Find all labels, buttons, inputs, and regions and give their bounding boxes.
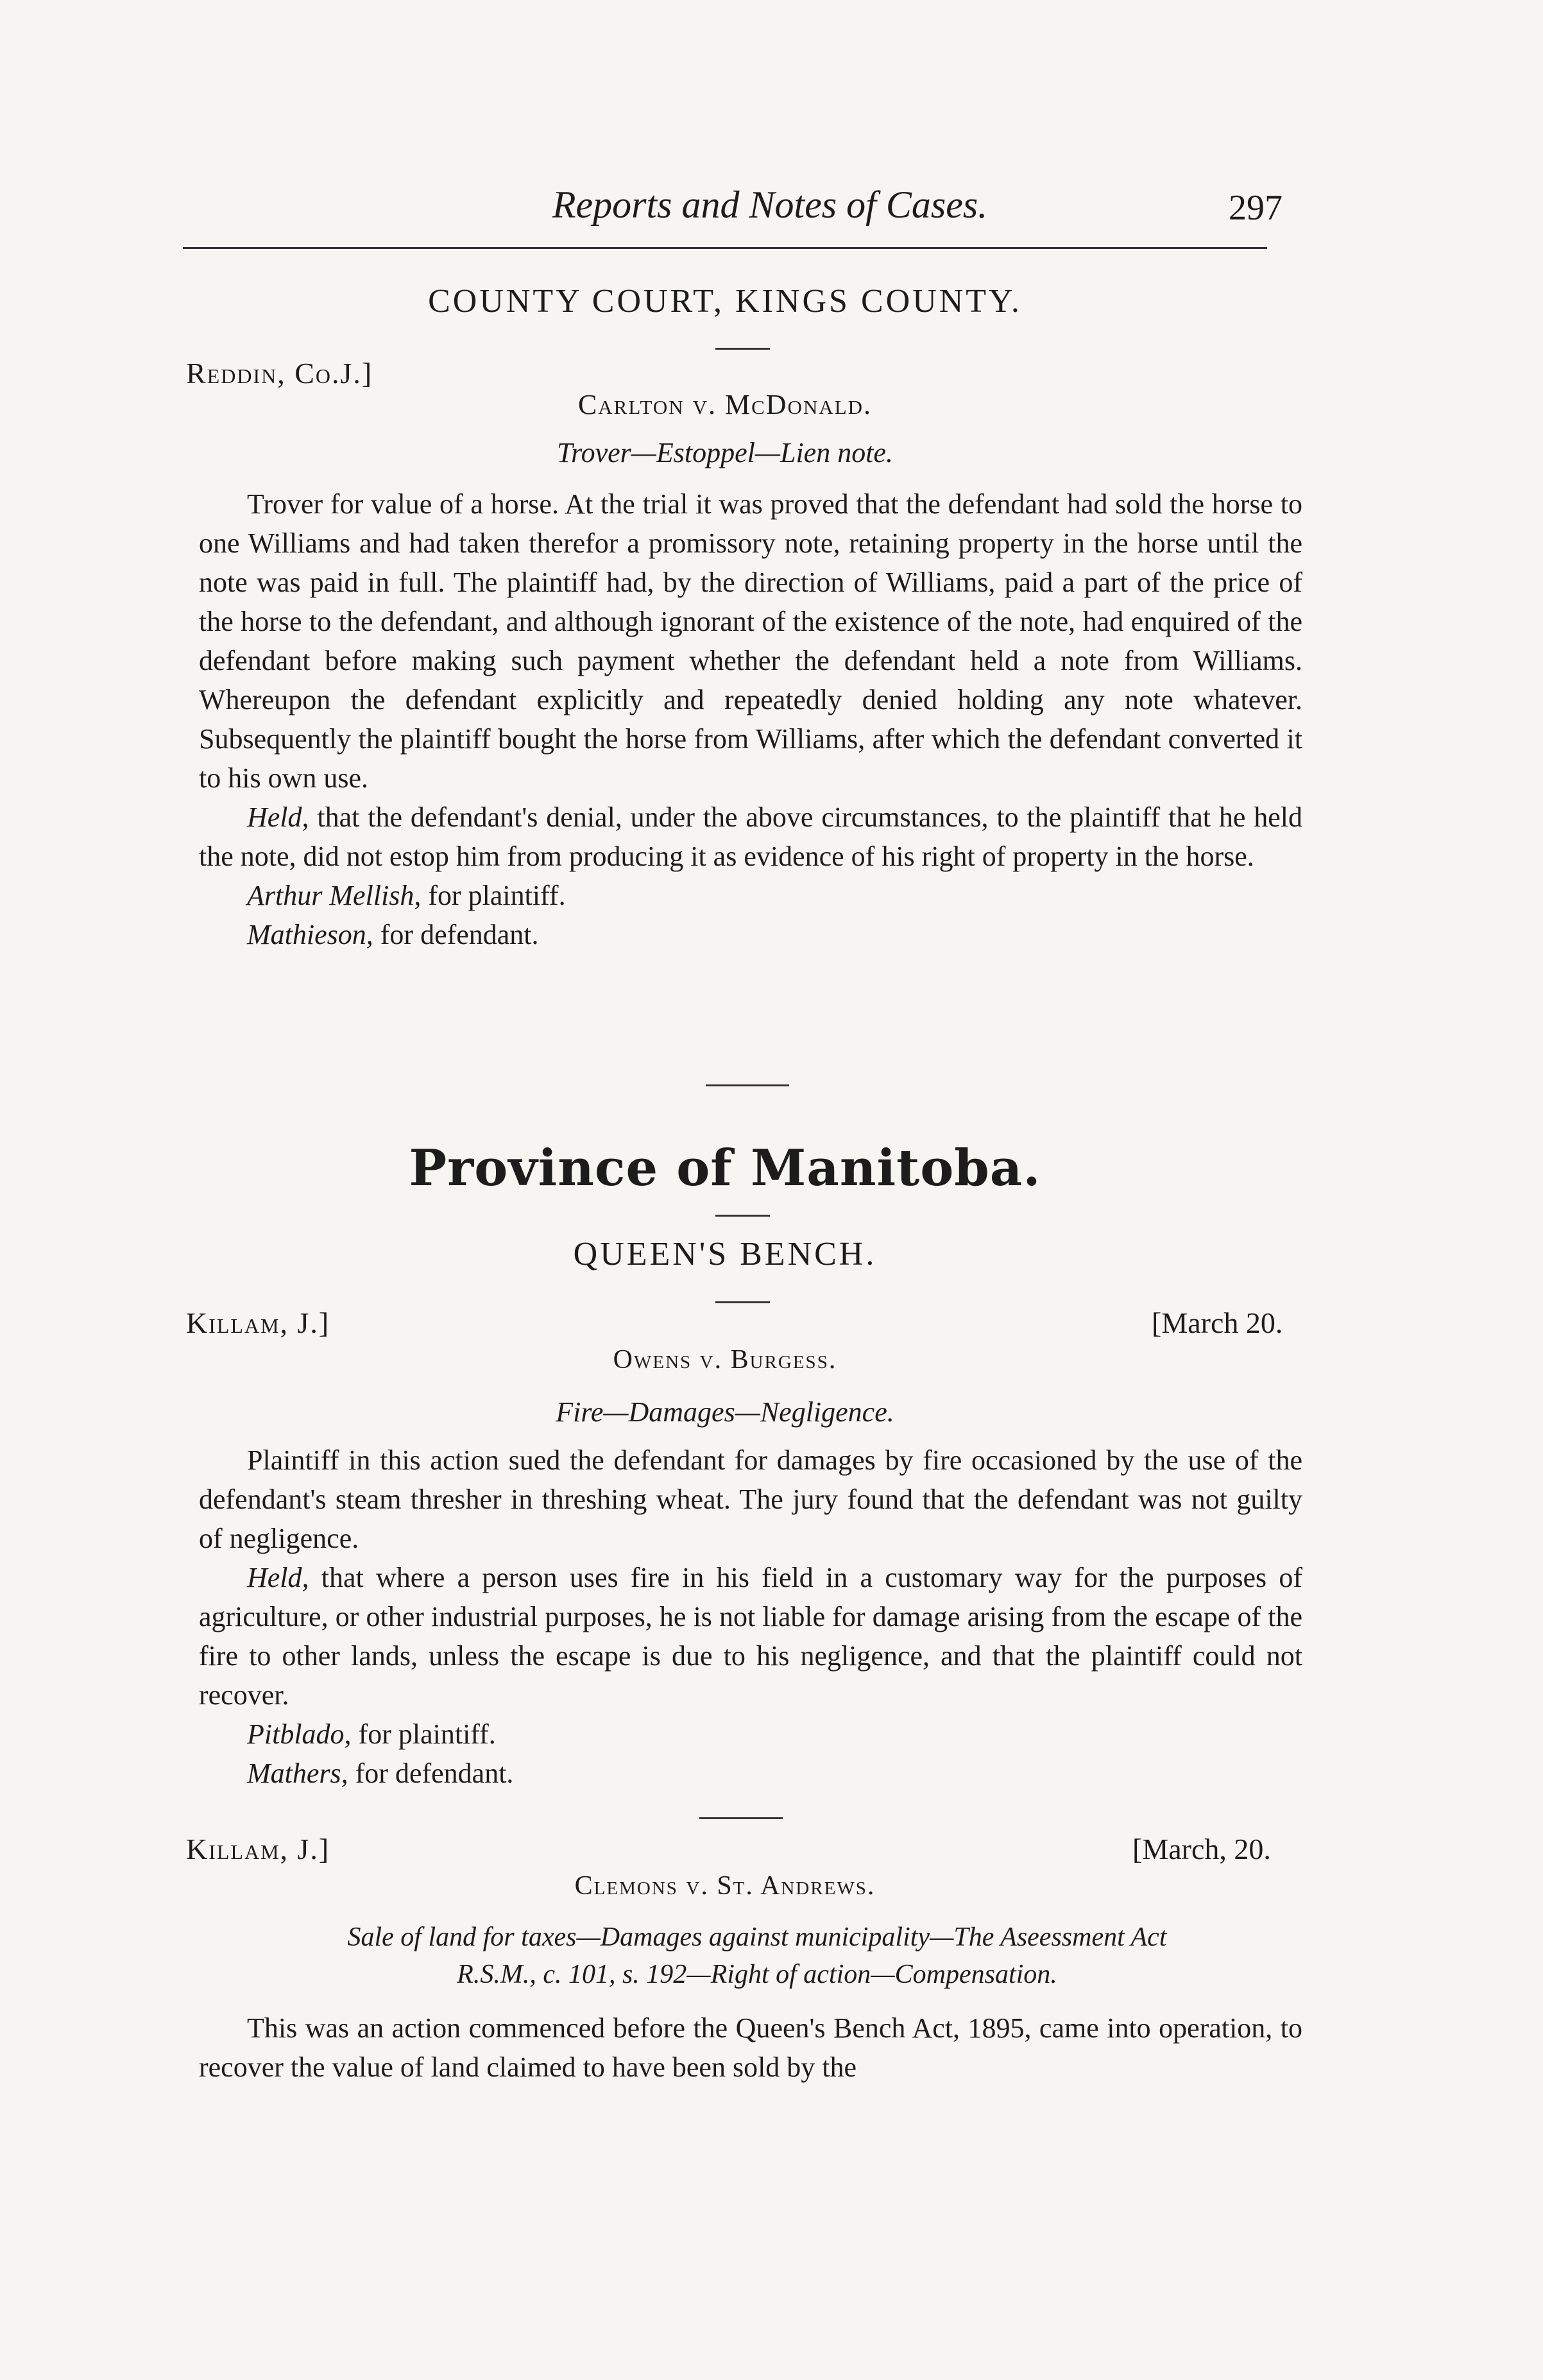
page-number: 297 [1229, 188, 1283, 228]
header-rule [183, 247, 1267, 249]
held-label: Held, [247, 1562, 309, 1593]
counsel-role: for defendant. [348, 1758, 514, 1789]
subject-line: R.S.M., c. 101, s. 192—Right of action—Compensation. [457, 1960, 1057, 1989]
counsel-role: for defendant. [373, 919, 539, 950]
divider-short [715, 1301, 770, 1303]
case-divider [699, 1817, 783, 1819]
held-label: Held, [247, 801, 309, 833]
judge-label: Reddin, Co.J.] [186, 357, 373, 390]
case-subject: Trover—Estoppel—Lien note. [557, 437, 893, 468]
case-title: Owens v. Burgess. [613, 1345, 837, 1374]
counsel-name: Mathieson, [247, 919, 373, 950]
counsel-name: Mathers, [247, 1758, 348, 1789]
facts-paragraph: Plaintiff in this action sued the defendant for damages by fire occasioned by the use of the defendant's steam thresher in threshing wheat. The jury found that the defendant was not guilty of negligence. [199, 1444, 1302, 1554]
case-body [199, 484, 1302, 954]
subject-line: Sale of land for taxes—Damages against municipality—The Aseessment Act [347, 1922, 1167, 1952]
court-heading: QUEEN'S BENCH. [573, 1236, 877, 1272]
case-title: Carlton v. McDonald. [577, 389, 873, 420]
court-heading: COUNTY COURT, KINGS COUNTY. [428, 283, 1022, 320]
divider-short [715, 1215, 770, 1217]
case-body [199, 2008, 1302, 2087]
held-paragraph [199, 1558, 1302, 1715]
held-text: that where a person uses fire in his field in a customary way for the purposes of agriculture, or other industrial purposes, he is not liable for damage arising from the escape of the fire to other lands, unless the escape is due to his negligence, and that the plaintiff could not recover. [199, 1562, 1302, 1711]
case-title: Clemons v. St. Andrews. [574, 1871, 876, 1901]
case-date: [March 20. [1152, 1306, 1283, 1339]
counsel-role: for plaintiff. [421, 880, 566, 911]
counsel-defendant [199, 915, 1302, 954]
counsel-plaintiff [199, 1715, 1302, 1754]
divider-short [715, 348, 770, 350]
counsel-name: Pitblado, [247, 1718, 352, 1750]
counsel-role: for plaintiff. [351, 1718, 496, 1750]
counsel-name: Arthur Mellish, [247, 880, 422, 911]
province-heading: Province of Manitoba. [409, 1139, 1041, 1197]
running-header-title: Reports and Notes of Cases. [552, 184, 988, 226]
held-text: that the defendant's denial, under the above circumstances, to the plaintiff that he held the note, did not estop him from producing it as evidence of his right of property in the horse. [199, 801, 1302, 872]
section-divider [706, 1084, 789, 1086]
judge-label: Killam, J.] [186, 1306, 330, 1339]
facts-paragraph: This was an action commenced before the Queen's Bench Act, 1895, came into operation, to recover the value of land claimed to have been sold by the [199, 2012, 1302, 2083]
facts-paragraph: Trover for value of a horse. At the trial it was proved that the defendant had sold the horse to one Williams and had taken therefor a promissory note, retaining property in the horse until the note was paid in full. The plaintiff had, by the direction of Williams, paid a part of the price of the horse to the defendant, and although ignorant of the existence of the note, had enquired of the defendant before making such payment whether the defendant held a note from Williams. Whereupon the defendant explicitly and repeatedly denied holding any note whatever. Subsequently the plaintiff bought the horse from Williams, after which the defendant converted it to his own use. [199, 488, 1302, 794]
counsel-plaintiff [199, 876, 1302, 915]
judge-label: Killam, J.] [186, 1833, 330, 1865]
case-subject [183, 1919, 1331, 1993]
case-subject: Fire—Damages—Negligence. [556, 1396, 894, 1428]
case-date: [March, 20. [1132, 1833, 1271, 1865]
held-paragraph [199, 798, 1302, 876]
counsel-defendant [199, 1754, 1302, 1793]
case-body [199, 1441, 1302, 1793]
